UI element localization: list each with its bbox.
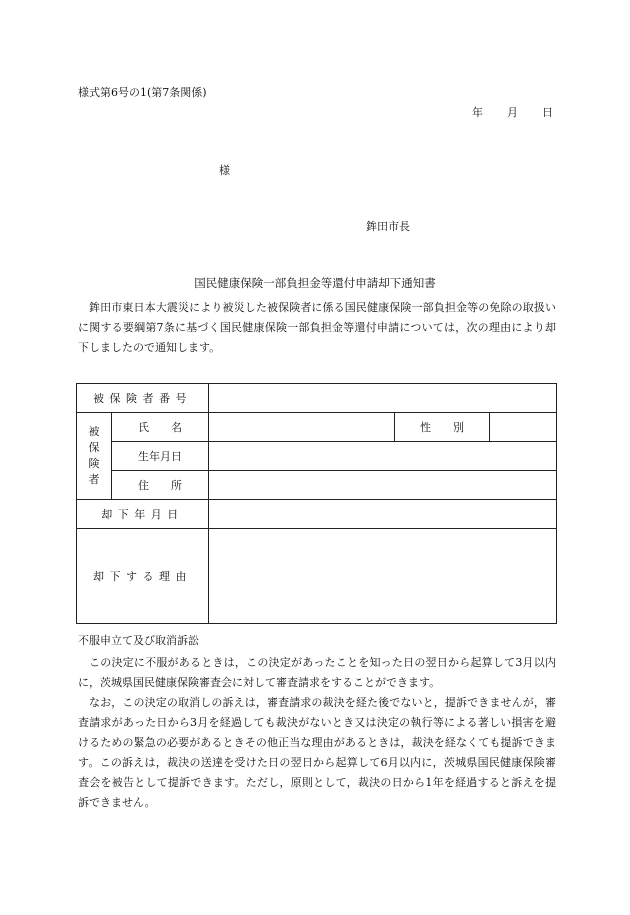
objection-paragraph: なお，この決定の取消しの訴えは，審査請求の裁決を経た後でないと，提訴できませんが，審査請求があった日から3月を経過しても裁決がないとき又は決定の執行等による著しい損害を避けるための緊急の必要があるときその他正当な理由があるときは，裁決を経なくても提訴できます。この訴えは，裁決の送達を受けた日の翌日から起算して6月以内に，茨城県国民健康保険審査会を被告として提訴できます。ただし，原則として，裁決の日から1年を経過すると訴えを提訴できません。 xyxy=(78,696,556,809)
birthdate-value[interactable] xyxy=(209,442,557,471)
address-value[interactable] xyxy=(209,471,557,500)
sender-name: 鉾田市長 xyxy=(366,220,410,233)
form-number: 様式第6号の1(第7条関係) xyxy=(78,86,207,99)
gender-value[interactable] xyxy=(490,413,557,442)
rejection-reason-label: 却下する理由 xyxy=(77,529,209,624)
date-day: 日 xyxy=(542,106,553,119)
objection-title: 不服申立て及び取消訴訟 xyxy=(78,634,199,647)
rejection-date-label: 却下年月日 xyxy=(77,500,209,529)
rejection-reason-value[interactable] xyxy=(209,529,557,624)
objection-paragraph: この決定に不服があるときは，この決定があったことを知った日の翌日から起算して3月以内に，茨城県国民健康保険審査会に対して審査請求をすることができます。 xyxy=(78,656,556,689)
info-table xyxy=(76,383,557,624)
date-line xyxy=(472,104,553,120)
objection-body xyxy=(78,653,556,813)
date-month: 月 xyxy=(507,106,518,119)
insured-number-value[interactable] xyxy=(209,384,557,413)
birthdate-label: 生年月日 xyxy=(112,442,209,471)
recipient-suffix: 様 xyxy=(219,164,230,177)
insured-group-label: 被 保 険 者 xyxy=(77,413,112,500)
insured-number-label: 被保険者番号 xyxy=(77,384,209,413)
name-label: 氏 名 xyxy=(112,413,209,442)
intro-paragraph: 鉾田市東日本大震災により被災した被保険者に係る国民健康保険一部負担金等の免除の取扱いに関する要綱第7条に基づく国民健康保険一部負担金等還付申請については，次の理由により却下しましたので通知します。 xyxy=(78,301,556,354)
name-value[interactable] xyxy=(209,413,395,442)
rejection-date-value[interactable] xyxy=(209,500,557,529)
document-title: 国民健康保険一部負担金等還付申請却下通知書 xyxy=(194,276,436,290)
gender-label: 性 別 xyxy=(395,413,490,442)
address-label: 住 所 xyxy=(112,471,209,500)
date-year: 年 xyxy=(472,106,483,119)
